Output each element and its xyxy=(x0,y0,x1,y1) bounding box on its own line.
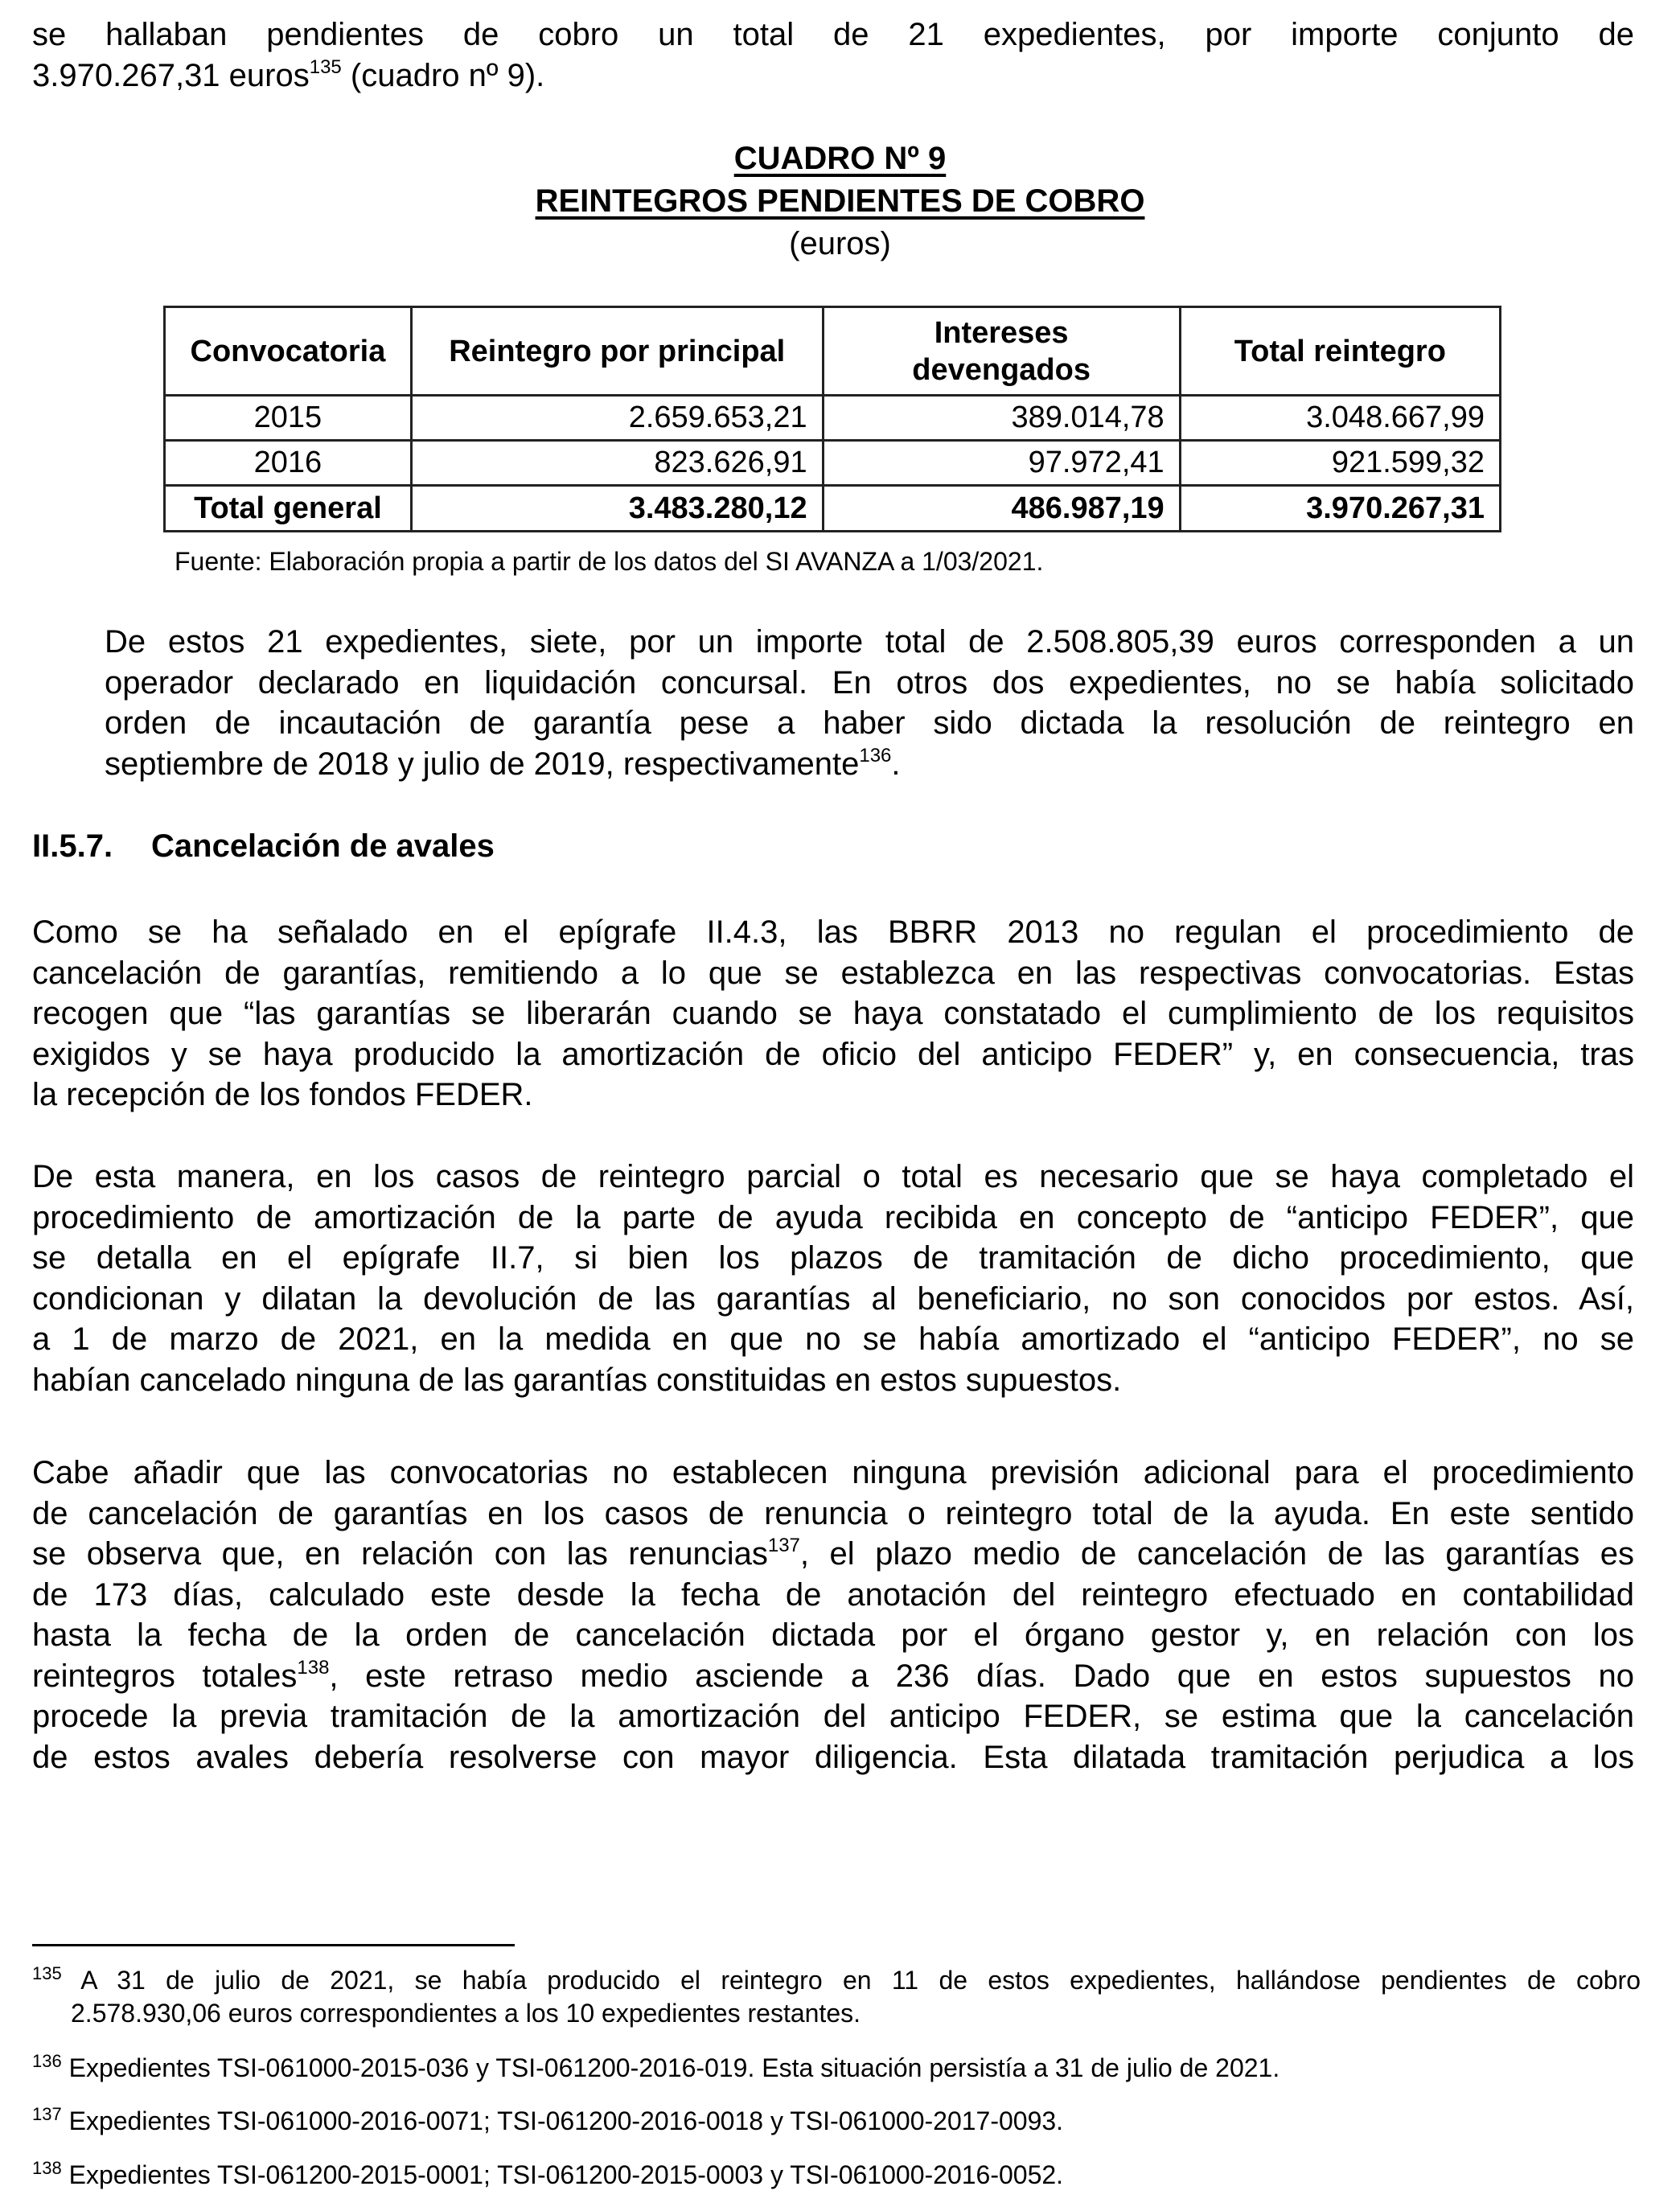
paragraph-3: Cabe añadir que las convocatorias no establecen ninguna previsión adicional para el procedimiento de cancelación de garantías en los casos de renuncia o reintegro total de la ayuda. En este sentido se observa que, en relación con las renuncias$^{137}$, el plazo medio de cancelación de las garantías es de 173 días, calculado este desde la fecha de anotación del reintegro efectuado en contabilidad hasta la fecha de la orden de cancelación dictada por el órgano gestor y, en relación con los reintegros totales$^{138}$, este retraso medio asciende a 236 días. Dado que en estos supuestos no procede la previa tramitación de la amortización del anticipo FEDER, se estima que la cancelación de estos avales debería resolverse con mayor diligencia. Esta dilatada tramitación perjudica a los xyxy=(32,1455,1635,1775)
cell-total-label: Total general xyxy=(165,486,412,532)
table-header-row xyxy=(165,307,1501,396)
table-source-note: Fuente: Elaboración propia a partir de los datos del SI AVANZA a 1/03/2021. xyxy=(175,547,1044,576)
intro-line-1: se hallaban pendientes de cobro un total de 21 expedientes, por importe conjunto de xyxy=(32,17,1634,52)
cell-convocatoria: 2015 xyxy=(165,396,412,441)
cell-total-intereses: 486.987,19 xyxy=(823,486,1180,532)
cell-principal: 823.626,91 xyxy=(411,441,823,486)
footnote-ref-136[interactable]: 136 xyxy=(859,744,892,766)
footnote-136: $^{136}$ Expedientes TSI-061000-2015-036 y TSI-061200-2016-019. Esta situación persistía a 31 de julio de 2021. xyxy=(32,2051,1280,2082)
table-row xyxy=(165,441,1501,486)
intro-paragraph xyxy=(32,14,1634,96)
footnote-138: $^{138}$ Expedientes TSI-061200-2015-0001; TSI-061200-2015-0003 y TSI-061000-2016-0052. xyxy=(32,2158,1064,2189)
col-header-convocatoria: Convocatoria xyxy=(165,307,412,396)
cell-total-reintegro: 3.970.267,31 xyxy=(1180,486,1500,532)
cell-total: 921.599,32 xyxy=(1180,441,1500,486)
col-header-intereses: Intereses devengados xyxy=(823,307,1180,396)
col-header-principal: Reintegro por principal xyxy=(411,307,823,396)
table-title-name: REINTEGROS PENDIENTES DE COBRO xyxy=(535,183,1145,219)
cell-intereses: 389.014,78 xyxy=(823,396,1180,441)
paragraph-2: De esta manera, en los casos de reintegro parcial o total es necesario que se haya completado el procedimiento de amortización de la parte de ayuda recibida en concepto de “anticipo FEDER”, que se detalla en el epígrafe II.7, si bien los plazos de tramitación de dicho procedimiento, que condicionan y dilatan la devolución de las garantías al beneficiario, no son conocidos por estos. Así, a 1 de marzo de 2021, en la medida en que no se había amortizado el “anticipo FEDER”, no se habían cancelado ninguna de las garantías constituidas en estos supuestos. xyxy=(32,1159,1634,1398)
col-header-total: Total reintegro xyxy=(1180,307,1500,396)
table-total-row xyxy=(165,486,1501,532)
table-title-number: CUADRO Nº 9 xyxy=(733,141,947,176)
footnote-separator xyxy=(32,1944,515,1946)
footnote-137: $^{137}$ Expedientes TSI-061000-2016-0071; TSI-061200-2016-0018 y TSI-061000-2017-0093. xyxy=(32,2104,1064,2135)
cell-intereses: 97.972,41 xyxy=(823,441,1180,486)
table-unit: (euros) xyxy=(789,226,891,261)
footnote-ref-138[interactable]: 138 xyxy=(297,1656,330,1679)
section-heading xyxy=(32,828,495,865)
table-row xyxy=(165,396,1501,441)
section-title: Cancelación de avales xyxy=(151,828,495,864)
footnote-135: $^{135}$ A 31 de julio de 2021, se había producido el reintegro en 11 de estos expedientes, hallándose pendientes de cobro 2.578.930,06 euros correspondientes a los 10 expedientes restantes. xyxy=(32,1963,1641,2028)
cell-principal: 2.659.653,21 xyxy=(411,396,823,441)
cell-convocatoria: 2016 xyxy=(165,441,412,486)
cell-total-principal: 3.483.280,12 xyxy=(411,486,823,532)
footnote-ref-135[interactable]: 135 xyxy=(309,55,342,78)
footnote-ref-137[interactable]: 137 xyxy=(767,1535,800,1556)
reintegros-table xyxy=(163,306,1501,532)
paragraph-1: Como se ha señalado en el epígrafe II.4.3, las BBRR 2013 no regulan el procedimiento de cancelación de garantías, remitiendo a lo que se establezca en las respectivas convocatorias. Estas recogen que “las garantías se liberarán cuando se haya constatado el cumplimiento de los requisitos exigidos y se haya producido la amortización de oficio del anticipo FEDER” y, en consecuencia, tras la recepción de los fondos FEDER. xyxy=(32,914,1634,1112)
para-after-table: De estos 21 expedientes, siete, por un importe total de 2.508.805,39 euros corresponden a un operador declarado en liquidación concursal. En otros dos expedientes, no se había solicitado orden de incautación de garantía pese a haber sido dictada la resolución de reintegro en septiembre de 2018 y julio de 2019, respectivamente$^{136}$. xyxy=(105,624,1634,782)
cell-total: 3.048.667,99 xyxy=(1180,396,1500,441)
intro-line-2: 3.970.267,31 euros$^{135}$ (cuadro nº 9). xyxy=(32,55,545,93)
section-number: II.5.7. xyxy=(32,828,113,864)
